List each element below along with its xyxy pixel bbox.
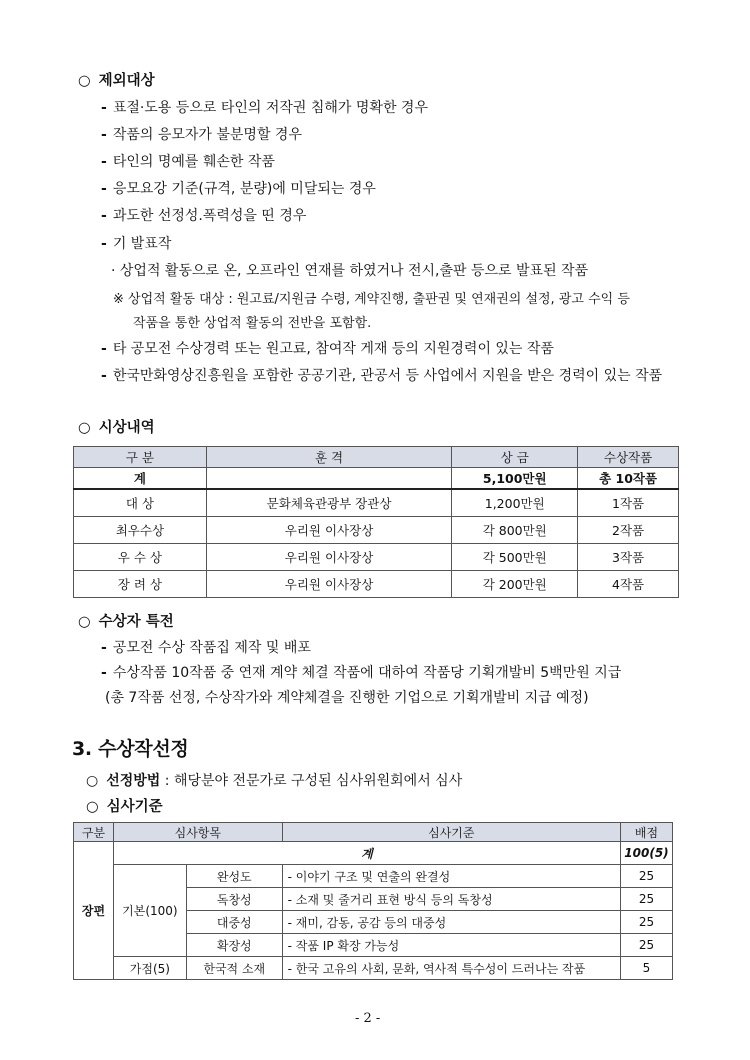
circle-bullet-icon: ○ [86,799,99,815]
table-cell: 계 [113,842,620,865]
table-cell: - 작품 IP 확장 가능성 [282,934,620,957]
table-header-cell: 상 금 [452,447,578,468]
table-cell: 각 500만원 [452,544,578,571]
exclusion-item: - 타인의 명예를 훼손한 작품 [101,154,275,170]
table-header-cell: 배점 [620,823,672,842]
exclusion-heading: ○ 제외대상 [78,73,155,89]
category-cell: 장편 [74,842,114,980]
table-cell: 우리원 이사장상 [206,544,452,571]
table-cell: 우리원 이사장상 [206,571,452,598]
table-header-cell: 훈 격 [206,447,452,468]
table-cell: 25 [620,888,672,911]
table-cell: 계 [74,468,207,490]
table-cell: 완성도 [186,865,282,888]
table-cell: 최우수상 [74,517,207,544]
criteria-heading: ○ 심사기준 [86,799,163,815]
table-total-row [74,842,673,865]
table-header-cell: 심사기준 [282,823,620,842]
table-header-row [74,823,673,842]
page-number: - 2 - [355,1011,381,1026]
benefits-item: - 공모전 수상 작품집 제작 및 배포 [101,640,311,656]
table-cell: 25 [620,934,672,957]
benefits-heading: ○ 수상자 특전 [78,614,174,630]
table-cell: 25 [620,911,672,934]
table-cell: 100(5) [620,842,672,865]
exclusion-item: - 응모요강 기준(규격, 분량)에 미달되는 경우 [101,181,376,197]
table-cell: 2작품 [578,517,679,544]
table-header-cell: 심사항목 [113,823,282,842]
table-cell: 우 수 상 [74,544,207,571]
table-cell: 확장성 [186,934,282,957]
circle-bullet-icon: ○ [78,420,91,436]
circle-bullet-icon: ○ [78,614,91,630]
exclusion-note-cont: 작품을 통한 상업적 활동의 전반을 포함함. [133,316,372,331]
table-cell: - 소재 및 줄거리 표현 방식 등의 독창성 [282,888,620,911]
table-row [74,571,679,598]
benefits-item: - 수상작품 10작품 중 연재 계약 체결 작품에 대하여 작품당 기획개발비 5백만원 지급 [101,665,622,681]
table-cell: 대중성 [186,911,282,934]
exclusion-sub-item: · 상업적 활동으로 온, 오프라인 연재를 하였거나 전시,출판 등으로 발표된 작품 [111,263,589,279]
exclusion-item: - 표절·도용 등으로 타인의 저작권 침해가 명확한 경우 [101,100,428,116]
table-cell: 독창성 [186,888,282,911]
table-cell [206,468,452,490]
table-cell: - 한국 고유의 사회, 문화, 역사적 특수성이 드러나는 작품 [282,957,620,980]
table-cell: 각 200만원 [452,571,578,598]
benefits-note: (총 7작품 선정, 수상작가와 계약체결을 진행한 기업으로 기획개발비 지급 예정) [105,690,589,706]
table-row [74,865,673,888]
exclusion-item: - 한국만화영상진흥원을 포함한 공공기관, 관공서 등 사업에서 지원을 받은 경력이 있는 작품 [101,368,663,384]
table-header-cell: 구분 [74,823,114,842]
table-cell: 우리원 이사장상 [206,517,452,544]
table-header-cell: 구 분 [74,447,207,468]
table-cell: 4작품 [578,571,679,598]
judging-table [73,822,673,980]
table-cell: 3작품 [578,544,679,571]
table-cell: - 재미, 감동, 공감 등의 대중성 [282,911,620,934]
awards-heading: ○ 시상내역 [78,420,155,436]
bonus-cell: 가점(5) [113,957,186,980]
exclusion-note: ※ 상업적 활동 대상 : 원고료/지원금 수령, 계약진행, 출판권 및 연재권의 설정, 광고 수익 등 [113,292,630,307]
table-row [74,489,679,517]
table-cell: 한국적 소재 [186,957,282,980]
table-cell: 1,200만원 [452,489,578,517]
method-line: ○ 선정방법 : 해당분야 전문가로 구성된 심사위원회에서 심사 [86,773,463,789]
circle-bullet-icon: ○ [78,73,91,89]
table-row [74,544,679,571]
circle-bullet-icon: ○ [86,773,99,789]
basic-cell: 기본(100) [113,865,186,957]
table-row [74,517,679,544]
table-cell: 대 상 [74,489,207,517]
table-cell: 25 [620,865,672,888]
table-total-row [74,468,679,490]
table-row [74,957,673,980]
exclusion-item: - 과도한 선정성.폭력성을 띤 경우 [101,208,307,224]
exclusion-item: - 기 발표작 [101,236,172,252]
table-cell: 5,100만원 [452,468,578,490]
awards-table [73,446,679,598]
table-cell: 5 [620,957,672,980]
table-cell: 장 려 상 [74,571,207,598]
table-header-row [74,447,679,468]
exclusion-item: - 작품의 응모자가 불분명할 경우 [101,127,302,143]
exclusion-item: - 타 공모전 수상경력 또는 원고료, 참여작 게재 등의 지원경력이 있는 작품 [101,341,554,357]
table-cell: 각 800만원 [452,517,578,544]
table-cell: - 이야기 구조 및 연출의 완결성 [282,865,620,888]
table-cell: 문화체육관광부 장관상 [206,489,452,517]
table-cell: 총 10작품 [578,468,679,490]
section-heading: 3. 수상작선정 [72,738,189,760]
table-header-cell: 수상작품 [578,447,679,468]
table-cell: 1작품 [578,489,679,517]
